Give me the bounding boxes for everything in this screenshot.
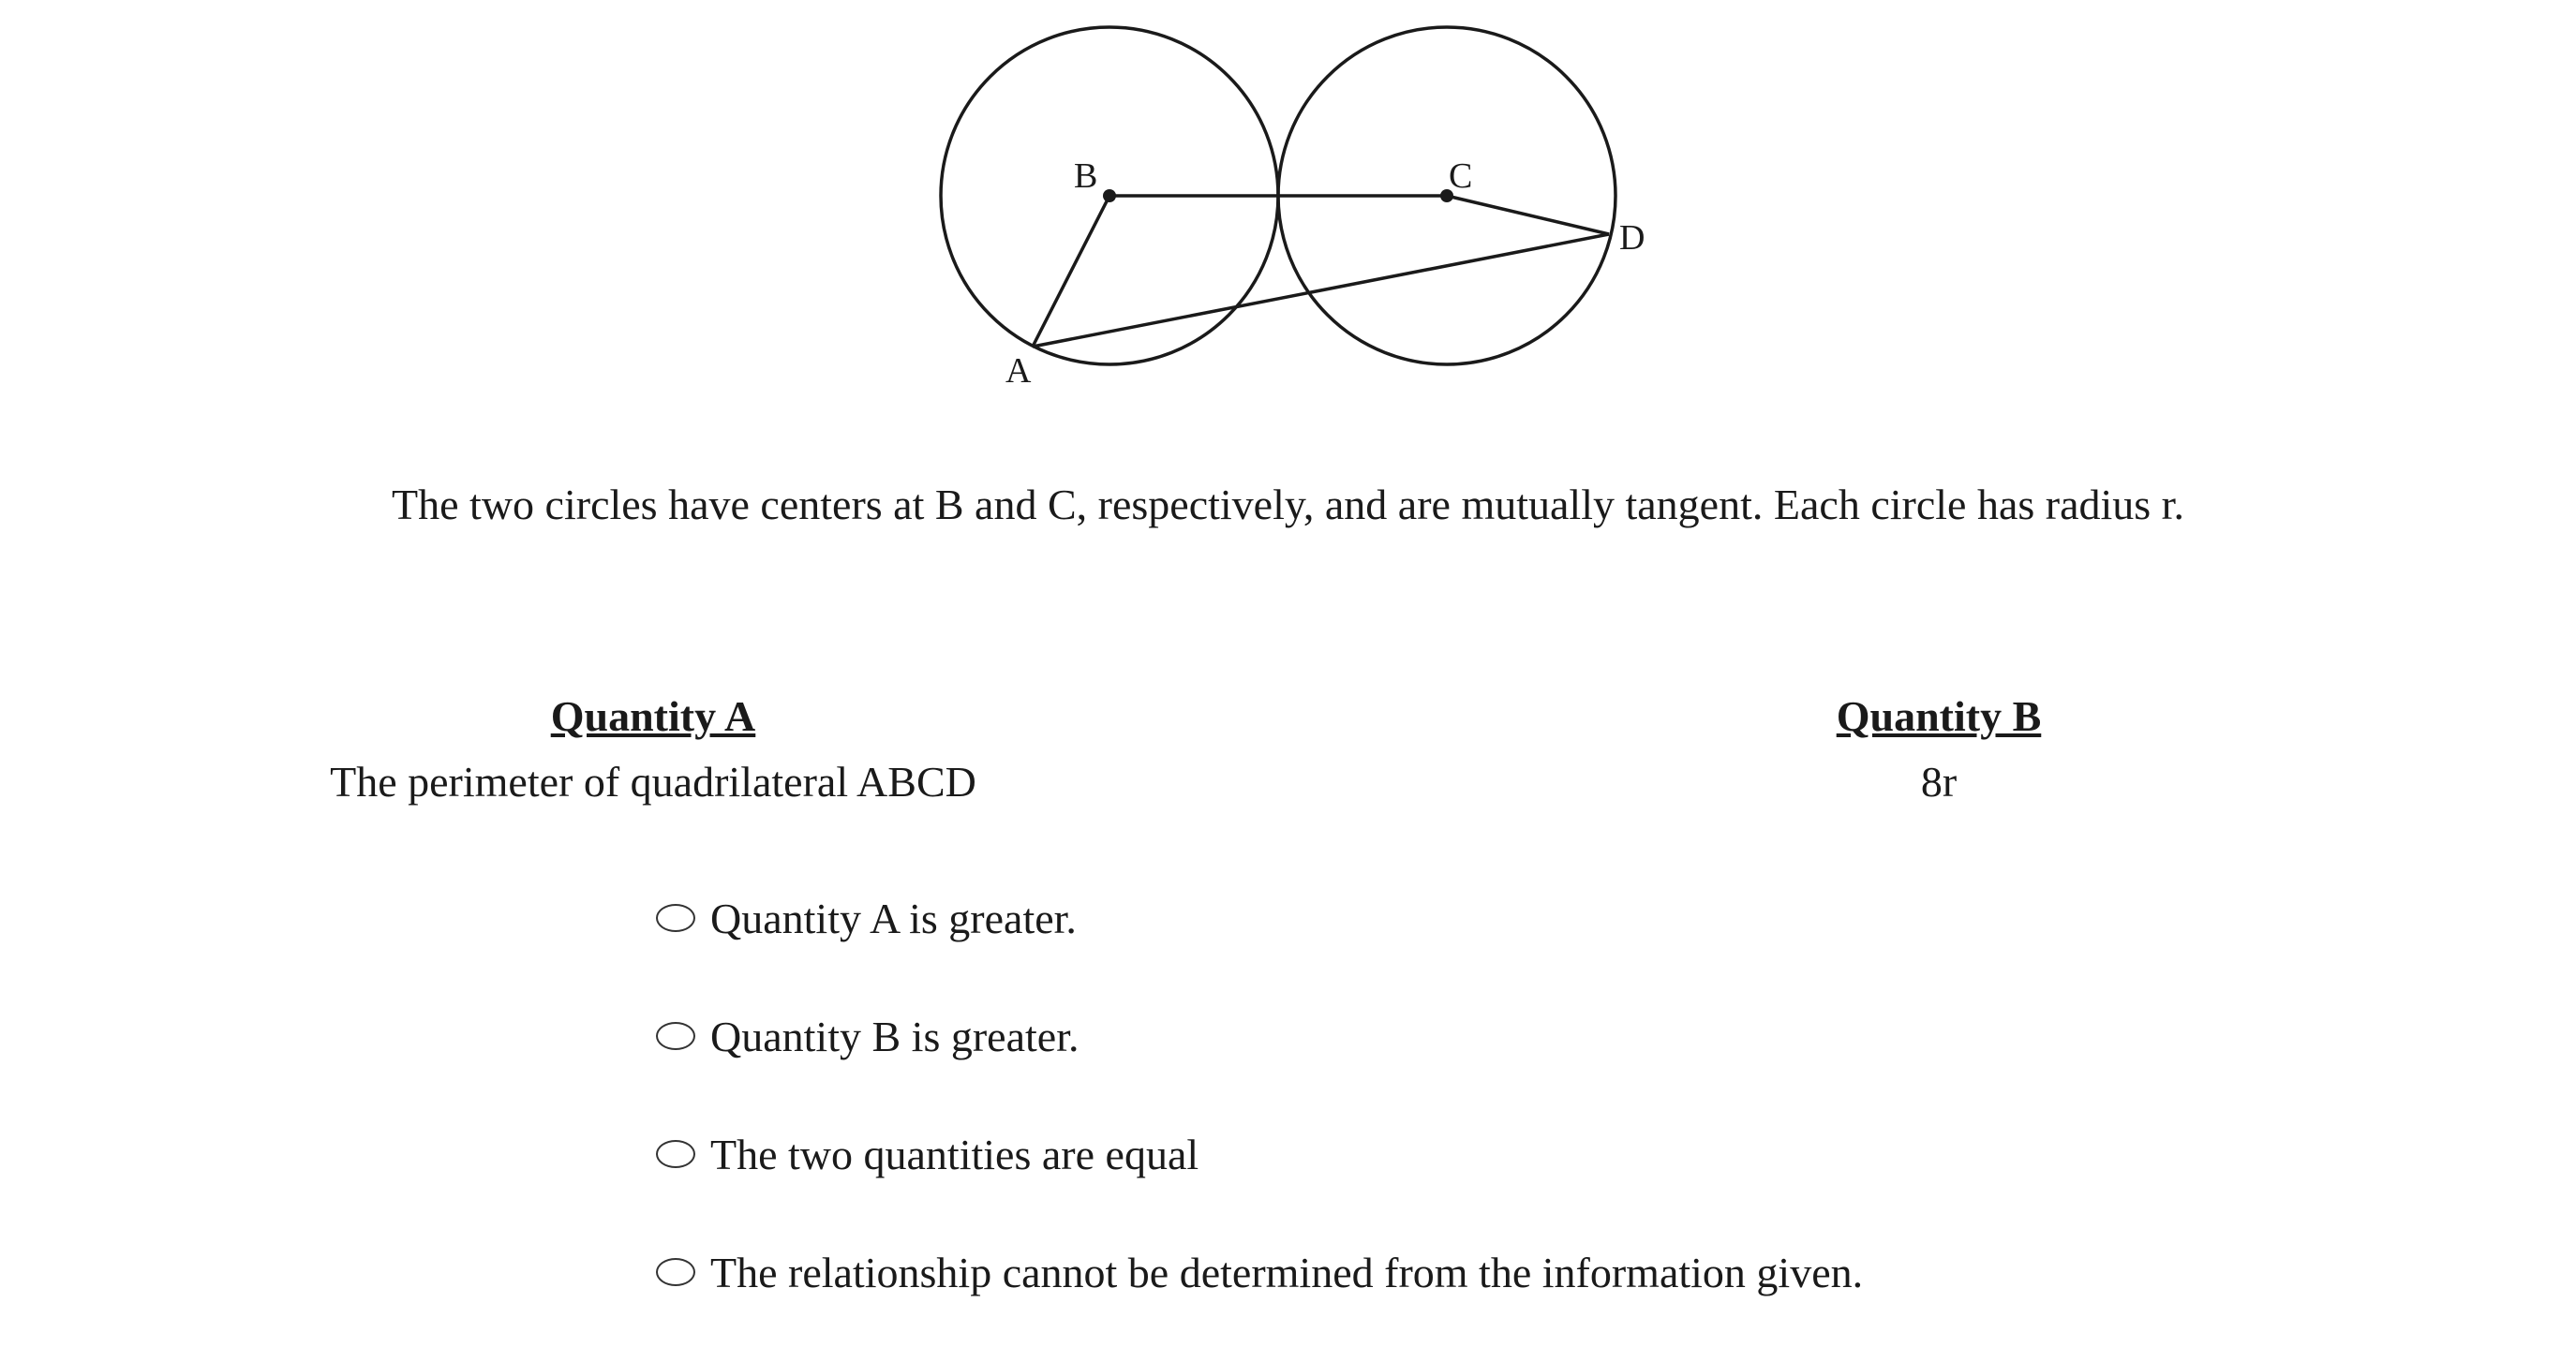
segment-cd [1447, 196, 1609, 234]
label-d: D [1619, 218, 1645, 258]
quantity-a-value: The perimeter of quadrilateral ABCD [330, 758, 976, 806]
quantity-b-value: 8r [1920, 758, 1958, 806]
choice-label: The relationship cannot be determined from the information given. [710, 1248, 1864, 1296]
question-stem: The two circles have centers at B and C, respectively, and are mutually tangent. Each circle has radius r. [392, 481, 2184, 528]
choice-a-greater[interactable] [656, 890, 1863, 946]
segment-ab [1033, 196, 1109, 347]
radio-button[interactable] [656, 1140, 695, 1168]
radio-button[interactable] [656, 1258, 695, 1286]
geometry-figure [0, 0, 2576, 412]
label-b: B [1074, 156, 1098, 196]
label-a: A [1005, 351, 1032, 391]
radio-button[interactable] [656, 904, 695, 932]
choice-b-greater[interactable] [656, 1008, 1863, 1064]
choice-label: Quantity B is greater. [710, 1012, 1080, 1060]
quantity-b-heading: Quantity B [1836, 692, 2042, 740]
quantity-a-heading: Quantity A [550, 692, 756, 740]
segment-da [1033, 234, 1609, 347]
choice-label: The two quantities are equal [710, 1130, 1199, 1178]
answer-choices [656, 890, 1863, 1362]
point-b [1103, 189, 1116, 202]
choice-equal[interactable] [656, 1126, 1863, 1182]
choice-cannot-determine[interactable] [656, 1244, 1863, 1300]
choice-label: Quantity A is greater. [710, 894, 1077, 942]
label-c: C [1449, 156, 1473, 196]
radio-button[interactable] [656, 1022, 695, 1050]
